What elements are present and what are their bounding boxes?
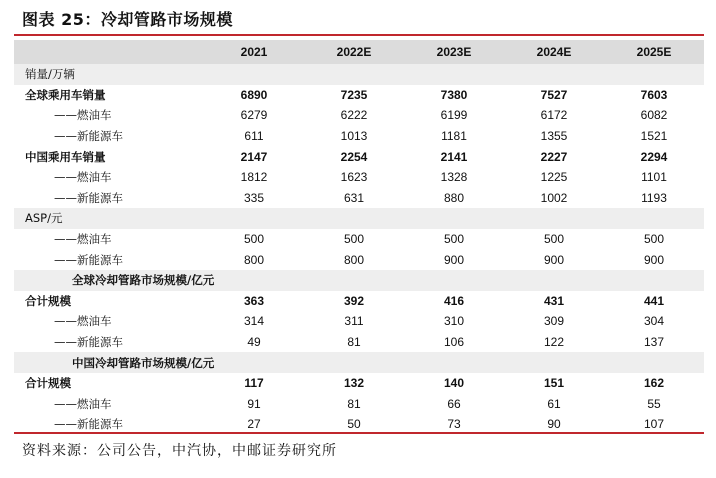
value-cell: 900 — [543, 252, 565, 267]
value-cell: 1225 — [540, 170, 568, 185]
value-cell: 1812 — [240, 170, 268, 185]
header-cell: 2025E — [604, 40, 704, 64]
value-cell: 6082 — [640, 108, 668, 123]
table-row — [14, 249, 704, 270]
value-cell: 81 — [347, 396, 361, 411]
value-cell: 900 — [643, 252, 665, 267]
table-row — [14, 311, 704, 332]
value-cell: 416 — [443, 293, 465, 308]
value-cell — [304, 208, 404, 229]
value-cell: 61 — [547, 396, 561, 411]
value-cell: 7527 — [540, 87, 568, 102]
value-cell — [404, 208, 504, 229]
value-cell: 880 — [443, 190, 465, 205]
value-cell: 27 — [247, 417, 261, 432]
value-cell: 800 — [243, 252, 265, 267]
value-cell: 117 — [244, 376, 264, 391]
table-row — [14, 64, 704, 85]
value-cell: 311 — [344, 314, 364, 329]
value-cell: 1181 — [441, 129, 467, 144]
value-cell: 73 — [447, 417, 461, 432]
row-label: ——燃油车 — [54, 170, 112, 185]
value-cell: 500 — [243, 232, 265, 247]
value-cell: 500 — [643, 232, 665, 247]
value-cell — [504, 208, 604, 229]
value-cell: 631 — [343, 190, 365, 205]
value-cell: 7603 — [640, 87, 668, 102]
value-cell: 611 — [244, 129, 264, 144]
table-row — [14, 126, 704, 147]
table-row — [14, 270, 704, 291]
table-row — [14, 188, 704, 209]
value-cell: 314 — [243, 314, 265, 329]
value-cell: 106 — [443, 335, 465, 350]
value-cell: 900 — [443, 252, 465, 267]
row-label: 中国冷却管路市场规模/亿元 — [14, 352, 704, 373]
figure-title: 图表 25：冷却管路市场规模 — [22, 10, 233, 29]
header-cell — [14, 40, 204, 64]
value-cell: 1002 — [540, 190, 568, 205]
value-cell: 500 — [343, 232, 365, 247]
row-label: 合计规模 — [25, 376, 71, 391]
table-row — [14, 352, 704, 373]
value-cell — [404, 64, 504, 85]
row-label: ASP/元 — [14, 208, 204, 229]
bottom-rule — [14, 432, 704, 434]
header-cell: 2021 — [204, 40, 304, 64]
row-label: ——燃油车 — [54, 108, 112, 123]
row-label: 中国乘用车销量 — [25, 149, 106, 164]
row-label: ——新能源车 — [54, 129, 123, 144]
value-cell: 2141 — [440, 149, 468, 164]
value-cell: 151 — [543, 376, 565, 391]
value-cell: 55 — [647, 396, 661, 411]
value-cell: 6890 — [240, 87, 268, 102]
table-row — [14, 291, 704, 312]
value-cell: 91 — [247, 396, 261, 411]
row-label: ——新能源车 — [54, 190, 123, 205]
value-cell: 309 — [543, 314, 565, 329]
table-row — [14, 332, 704, 353]
table-row — [14, 105, 704, 126]
value-cell: 140 — [443, 376, 465, 391]
value-cell — [604, 208, 704, 229]
value-cell: 6172 — [540, 108, 568, 123]
value-cell: 500 — [443, 232, 465, 247]
row-label: 合计规模 — [25, 293, 71, 308]
header-cell: 2024E — [504, 40, 604, 64]
value-cell: 335 — [243, 190, 265, 205]
value-cell — [604, 64, 704, 85]
row-label: ——新能源车 — [54, 417, 123, 432]
value-cell: 137 — [643, 335, 665, 350]
value-cell — [204, 64, 304, 85]
value-cell: 6222 — [340, 108, 368, 123]
value-cell: 304 — [643, 314, 665, 329]
value-cell: 441 — [643, 293, 665, 308]
value-cell — [304, 64, 404, 85]
header-cell: 2023E — [404, 40, 504, 64]
value-cell: 2227 — [540, 149, 568, 164]
header-cell: 2022E — [304, 40, 404, 64]
value-cell: 1013 — [340, 129, 368, 144]
row-label: ——燃油车 — [54, 396, 112, 411]
value-cell: 392 — [343, 293, 365, 308]
value-cell: 1623 — [340, 170, 368, 185]
value-cell: 500 — [543, 232, 565, 247]
value-cell: 50 — [347, 417, 361, 432]
value-cell: 2147 — [240, 149, 268, 164]
table-row — [14, 394, 704, 415]
market-size-table — [14, 40, 704, 435]
value-cell: 1193 — [641, 190, 667, 205]
row-label: ——新能源车 — [54, 335, 123, 350]
value-cell: 7380 — [440, 87, 468, 102]
value-cell: 66 — [447, 396, 461, 411]
value-cell: 122 — [543, 335, 565, 350]
value-cell — [504, 64, 604, 85]
value-cell: 2254 — [340, 149, 368, 164]
table-body — [14, 64, 704, 435]
value-cell: 162 — [643, 376, 665, 391]
value-cell: 7235 — [340, 87, 368, 102]
value-cell: 1101 — [641, 170, 667, 185]
row-label: 销量/万辆 — [14, 64, 204, 85]
table-row — [14, 229, 704, 250]
value-cell: 310 — [443, 314, 465, 329]
source-note: 资料来源：公司公告，中汽协，中邮证券研究所 — [22, 443, 337, 459]
value-cell: 1355 — [540, 129, 568, 144]
value-cell: 363 — [243, 293, 265, 308]
title-rule — [14, 34, 704, 36]
value-cell: 90 — [547, 417, 561, 432]
value-cell: 1521 — [640, 129, 668, 144]
value-cell — [204, 208, 304, 229]
value-cell: 132 — [343, 376, 365, 391]
table-row — [14, 208, 704, 229]
table-header-row — [14, 40, 704, 64]
value-cell: 1328 — [440, 170, 468, 185]
value-cell: 2294 — [640, 149, 668, 164]
value-cell: 800 — [343, 252, 365, 267]
value-cell: 6199 — [440, 108, 468, 123]
table-row — [14, 85, 704, 106]
row-label: 全球乘用车销量 — [25, 87, 106, 102]
value-cell: 431 — [543, 293, 565, 308]
value-cell: 81 — [347, 335, 361, 350]
value-cell: 49 — [247, 335, 261, 350]
row-label: ——燃油车 — [54, 314, 112, 329]
row-label: ——燃油车 — [54, 232, 112, 247]
table-row — [14, 373, 704, 394]
row-label: ——新能源车 — [54, 252, 123, 267]
table-row — [14, 146, 704, 167]
table-row — [14, 167, 704, 188]
value-cell: 107 — [643, 417, 665, 432]
value-cell: 6279 — [240, 108, 268, 123]
row-label: 全球冷却管路市场规模/亿元 — [14, 270, 704, 291]
